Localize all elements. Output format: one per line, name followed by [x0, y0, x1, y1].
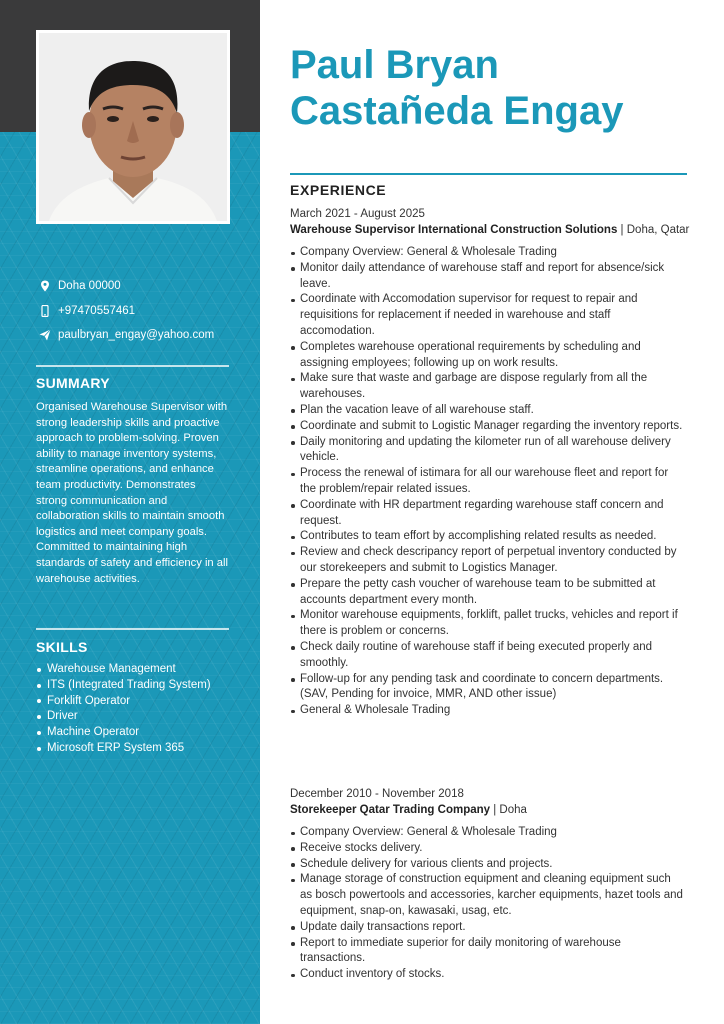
bullet-icon	[37, 715, 41, 719]
job-bullet: Monitor warehouse equipments, forklift, pallet trucks, vehicles and report if there is problem or concerns.	[290, 608, 686, 640]
contact-email	[36, 323, 236, 348]
job-bullet: Report to immediate superior for daily monitoring of warehouse transactions.	[290, 936, 686, 968]
job-location: | Doha, Qatar	[617, 224, 690, 236]
job-bullet: Review and check descripancy report of perpetual inventory conducted by our storekeepers and submit to Logistics Manager.	[290, 545, 686, 577]
job-role: Warehouse Supervisor International Construction Solutions	[290, 224, 618, 236]
job-dates: December 2010 - November 2018	[290, 788, 464, 800]
job-entry	[290, 786, 690, 983]
skill-label: Forklift Operator	[47, 694, 131, 707]
candidate-name: Paul Bryan Castañeda Engay	[290, 43, 624, 133]
job-bullet: Receive stocks delivery.	[290, 841, 686, 857]
job-bullet: Contributes to team effort by accomplishing related results as needed.	[290, 529, 686, 545]
sidebar-divider	[36, 628, 229, 630]
job-bullets	[290, 245, 690, 719]
skill-item	[36, 709, 236, 725]
skill-label: Driver	[47, 710, 78, 723]
job-title-line	[290, 222, 690, 238]
skill-label: Microsoft ERP System 365	[47, 741, 185, 754]
profile-photo	[39, 33, 227, 221]
job-dates: March 2021 - August 2025	[290, 208, 425, 220]
skill-item	[36, 725, 236, 741]
job-bullet: Coordinate with HR department regarding warehouse staff concern and request.	[290, 498, 686, 530]
bullet-icon	[37, 747, 41, 751]
summary-text: Organised Warehouse Supervisor with strong leadership skills and proactive approach to problem-solving. Proven ability to manage inventory systems, streamline operations, and enhance team productivity. Demonstrates strong communication and collaboration skills to maintain smooth logistics and meet company goals. Committed to maintaining high standards of safety and efficiency in all warehouse activities.	[36, 401, 228, 585]
skill-item	[36, 741, 236, 757]
job-bullet: Completes warehouse operational requirements by scheduling and assigning employees; following up on work results.	[290, 340, 686, 372]
experience-heading: EXPERIENCE	[290, 182, 387, 198]
job-bullet: Check daily routine of warehouse staff if being executed properly and smoothly.	[290, 640, 686, 672]
job-bullet: Conduct inventory of stocks.	[290, 967, 686, 983]
bullet-icon	[37, 668, 41, 672]
job-bullet: Company Overview: General & Wholesale Trading	[290, 825, 686, 841]
job-bullet: Daily monitoring and updating the kilometer run of all warehouse delivery vehicle.	[290, 435, 686, 467]
skills-heading: SKILLS	[36, 639, 88, 655]
contact-phone	[36, 299, 236, 324]
job-bullet: Update daily transactions report.	[290, 920, 686, 936]
job-title-line	[290, 802, 690, 818]
job-bullet: Monitor daily attendance of warehouse staff and report for absence/sick leave.	[290, 261, 686, 293]
skill-item	[36, 694, 236, 710]
job-bullet: Make sure that waste and garbage are dispose regularly from all the warehouses.	[290, 371, 686, 403]
job-bullet: General & Wholesale Trading	[290, 703, 686, 719]
job-bullet: Coordinate with Accomodation supervisor for request to repair and requisitions for replacement if needed in warehouse and staff accomodation.	[290, 292, 686, 339]
job-bullet: Plan the vacation leave of all warehouse staff.	[290, 403, 686, 419]
contact-info	[36, 274, 236, 348]
skill-label: ITS (Integrated Trading System)	[47, 678, 211, 691]
sidebar-divider	[36, 365, 229, 367]
skill-label: Warehouse Management	[47, 663, 176, 675]
profile-photo-frame	[36, 30, 230, 224]
job-bullets	[290, 825, 690, 983]
bullet-icon	[37, 731, 41, 735]
header-rule	[290, 173, 687, 175]
job-entry	[290, 206, 690, 719]
job-bullet: Manage storage of construction equipment and cleaning equipment such as bosch powertools and accessories, karcher equipments, hazet tools and equipment, snap-on, kawasaki, usag, etc.	[290, 872, 686, 919]
paper-plane-icon	[36, 328, 54, 342]
phone-text: +97470557461	[58, 304, 136, 317]
email-link[interactable]: paulbryan_engay@yahoo.com	[58, 329, 215, 342]
job-role: Storekeeper Qatar Trading Company	[290, 804, 491, 816]
skills-list	[36, 662, 236, 757]
location-text: Doha 00000	[58, 280, 121, 293]
job-bullet: Company Overview: General & Wholesale Trading	[290, 245, 686, 261]
summary-heading: SUMMARY	[36, 375, 110, 391]
job-bullet: Schedule delivery for various clients and projects.	[290, 857, 686, 873]
job-bullet: Follow-up for any pending task and coordinate to concern departments. (SAV, Pending for invoice, MMR, AND other issue)	[290, 672, 686, 704]
bullet-icon	[37, 699, 41, 703]
job-bullet: Prepare the petty cash voucher of warehouse team to be submitted at accounts department every month.	[290, 577, 686, 609]
bullet-icon	[37, 684, 41, 688]
skill-item	[36, 662, 236, 678]
location-pin-icon	[36, 279, 54, 293]
job-location: | Doha	[490, 804, 527, 816]
job-bullet: Coordinate and submit to Logistic Manager regarding the inventory reports.	[290, 419, 686, 435]
contact-location	[36, 274, 236, 299]
skill-label: Machine Operator	[47, 726, 140, 739]
job-bullet: Process the renewal of istimara for all our warehouse fleet and report for the problem/repair related issues.	[290, 466, 686, 498]
skill-item	[36, 678, 236, 694]
mobile-phone-icon	[36, 304, 54, 318]
